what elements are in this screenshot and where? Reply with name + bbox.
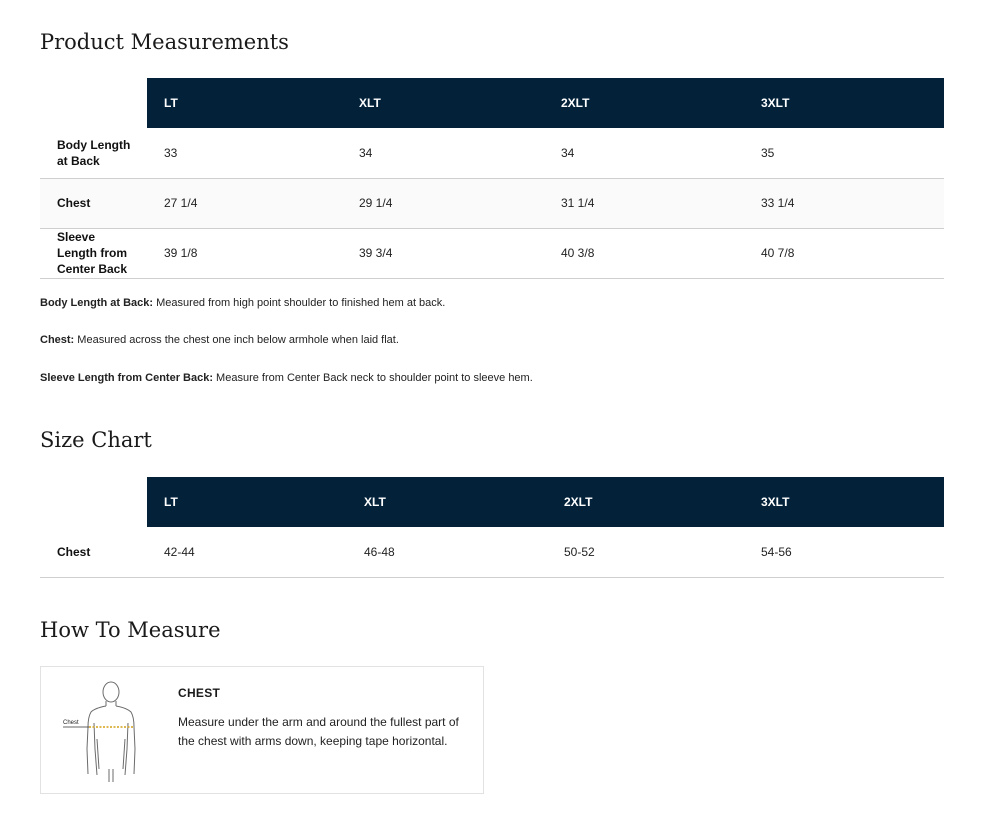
size-chart-table [40,477,944,578]
table-cell: 40 3/8 [544,228,744,278]
row-label-body-length: Body Length at Back [40,128,147,178]
column-header-3xlt: 3XLT [744,78,944,128]
table-header-row [40,477,944,527]
table-cell: 39 3/4 [342,228,544,278]
body-figure-illustration [59,679,159,783]
table-cell: 42-44 [147,527,347,577]
table-cell: 39 1/8 [147,228,342,278]
table-cell: 29 1/4 [342,178,544,228]
table-corner-cell [40,78,147,128]
table-cell: 54-56 [744,527,944,577]
table-row [40,228,944,278]
note-sleeve-length: Sleeve Length from Center Back: Measure from Center Back neck to shoulder point to sleeve hem. [40,372,533,384]
how-to-measure-title: How To Measure [40,618,221,642]
table-corner-cell [40,477,147,527]
card-heading: CHEST [178,686,221,700]
table-cell: 40 7/8 [744,228,944,278]
table-row [40,178,944,228]
row-label-chest: Chest [40,178,147,228]
column-header-xlt: XLT [347,477,547,527]
column-header-lt: LT [147,477,347,527]
size-chart-title: Size Chart [40,428,152,452]
column-header-3xlt: 3XLT [744,477,944,527]
table-cell: 35 [744,128,944,178]
table-cell: 27 1/4 [147,178,342,228]
row-label-chest: Chest [40,527,147,577]
table-header-row [40,78,944,128]
product-measurements-table [40,78,944,279]
table-row [40,128,944,178]
table-cell: 33 [147,128,342,178]
table-cell: 33 1/4 [744,178,944,228]
note-chest: Chest: Measured across the chest one inch below armhole when laid flat. [40,334,399,346]
column-header-lt: LT [147,78,342,128]
table-cell: 34 [342,128,544,178]
column-header-xlt: XLT [342,78,544,128]
product-measurements-title: Product Measurements [40,30,289,54]
chest-measure-card [40,666,484,794]
column-header-2xlt: 2XLT [544,78,744,128]
row-label-sleeve-length: Sleeve Length from Center Back [40,228,147,278]
table-cell: 31 1/4 [544,178,744,228]
note-body-length: Body Length at Back: Measured from high point shoulder to finished hem at back. [40,297,446,309]
table-cell: 46-48 [347,527,547,577]
table-cell: 34 [544,128,744,178]
table-cell: 50-52 [547,527,744,577]
column-header-2xlt: 2XLT [547,477,744,527]
card-description: Measure under the arm and around the fullest part of the chest with arms down, keeping tape horizontal. [178,715,459,748]
figure-chest-label: Chest [63,720,79,726]
table-row [40,527,944,577]
